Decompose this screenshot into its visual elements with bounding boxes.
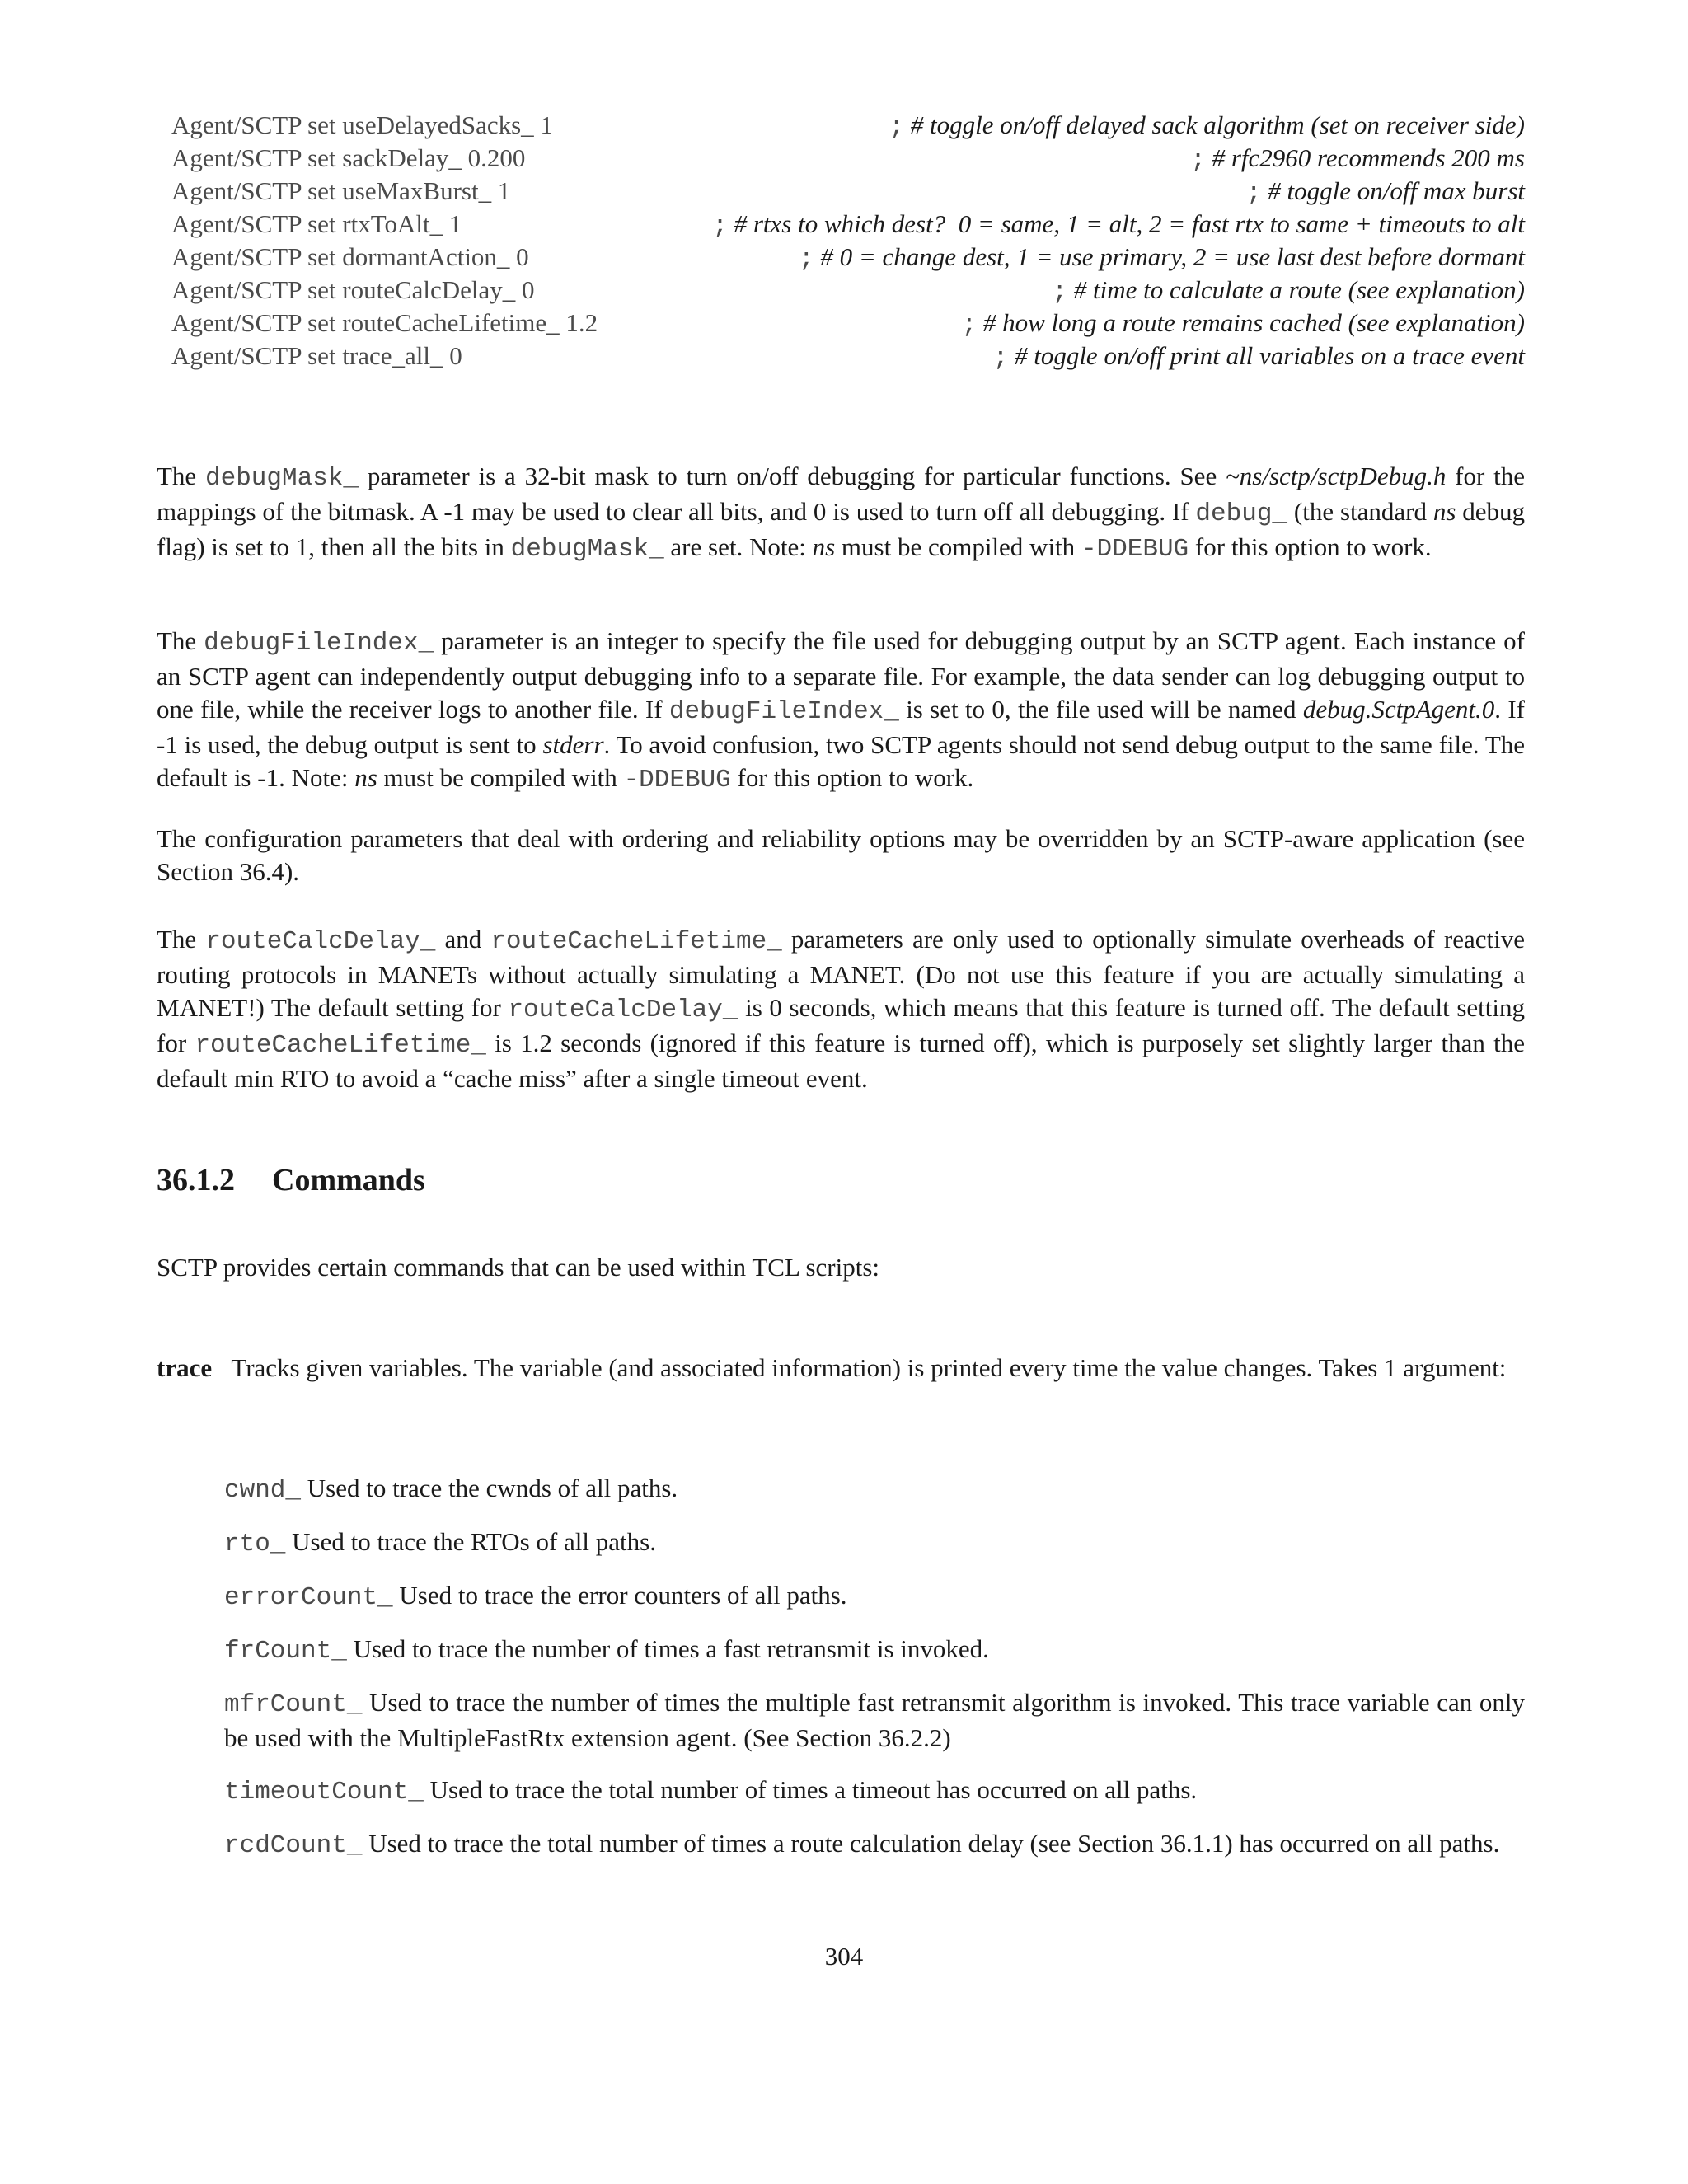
code-line (171, 274, 1525, 307)
code-comment: ; # rfc2960 recommends 200 ms (1190, 143, 1525, 175)
trace-term: trace (157, 1353, 213, 1382)
section-heading (157, 1160, 425, 1200)
code-line (171, 175, 1525, 208)
code-comment: ; # how long a route remains cached (see explanation) (961, 308, 1525, 340)
code-comment: ; # time to calculate a route (see explanation) (1052, 275, 1525, 307)
code-comment: ; # toggle on/off delayed sack algorithm (set on receiver side) (889, 110, 1525, 142)
code-line (171, 109, 1525, 142)
trace-command-description: trace Tracks given variables. The variable (and associated information) is printed every time the value changes. Takes 1 argument: (157, 1353, 1507, 1382)
section-number: 36.1.2 (157, 1163, 235, 1197)
code-line (171, 307, 1525, 340)
code-line (171, 340, 1525, 373)
code-command: Agent/SCTP set rtxToAlt_ 1 (171, 209, 462, 238)
code-command: Agent/SCTP set trace_all_ 0 (171, 341, 462, 370)
code-comment: ; # toggle on/off print all variables on a trace event (992, 341, 1525, 373)
paragraph-debugfileindex: The debugFileIndex_ parameter is an integer to specify the file used for debugging output by an SCTP agent. Each instance of an SCTP agent can independently output debugging info to a separate file. For example, the data sender can log debugging output to one file, while the receiver logs to another file. If debugFileIndex_ is set to 0, the file used will be named debug.SctpAgent.0. If -1 is used, the debug output is sent to stderr. To avoid confusion, two SCTP agents should not send debug output to the same file. The default is -1. Note: ns must be compiled with -DDEBUG for this option to work. (157, 626, 1526, 794)
trace-item: cwnd_ Used to trace the cwnds of all paths. (224, 1474, 678, 1505)
code-command: Agent/SCTP set routeCacheLifetime_ 1.2 (171, 308, 598, 337)
section-title: Commands (272, 1163, 425, 1197)
code-command: Agent/SCTP set routeCalcDelay_ 0 (171, 275, 535, 304)
code-command: Agent/SCTP set sackDelay_ 0.200 (171, 143, 526, 172)
code-comment: ; # 0 = change dest, 1 = use primary, 2 = use last dest before dormant (799, 242, 1525, 274)
code-command: Agent/SCTP set useDelayedSacks_ 1 (171, 110, 553, 139)
code-line (171, 208, 1525, 241)
trace-item: mfrCount_ Used to trace the number of times the multiple fast retransmit algorithm is invoked. This trace variable can only be used with the MultipleFastRtx extension agent. (See Section 36.2.2) (224, 1688, 1525, 1752)
trace-item: rcdCount_ Used to trace the total number of times a route calculation delay (see Section 36.1.1) has occurred on all paths. (224, 1829, 1500, 1860)
trace-item: rto_ Used to trace the RTOs of all paths. (224, 1527, 656, 1558)
code-line (171, 142, 1525, 175)
code-block (171, 109, 1525, 373)
code-command: Agent/SCTP set useMaxBurst_ 1 (171, 176, 511, 205)
trace-item: errorCount_ Used to trace the error counters of all paths. (224, 1581, 847, 1612)
page-number: 304 (824, 1942, 864, 1971)
code-comment: ; # rtxs to which dest? 0 = same, 1 = alt, 2 = fast rtx to same + timeouts to alt (712, 209, 1525, 241)
code-comment: ; # toggle on/off max burst (1245, 176, 1525, 208)
paragraph-routecalcdelay: The routeCalcDelay_ and routeCacheLifetime_ parameters are only used to optionally simulate overheads of reactive routing protocols in MANETs without actually simulating a MANET. (Do not use this feature if you are actually simulating a MANET!) The default setting for routeCalcDelay_ is 0 seconds, which means that this feature is turned off. The default setting for routeCacheLifetime_ is 1.2 seconds (ignored if this feature is turned off), which is purposely set slightly larger than the default min RTO to avoid a “cache miss” after a single timeout event. (157, 925, 1526, 1093)
paragraph-configuration: The configuration parameters that deal with ordering and reliability options may be overridden by an SCTP-aware application (see Section 36.4). (157, 824, 1525, 886)
paragraph-debugmask: The debugMask_ parameter is a 32-bit mask to turn on/off debugging for particular functions. See ~ns/sctp/sctpDebug.h for the mappings of the bitmask. A -1 may be used to clear all bits, and 0 is used to turn off all debugging. If debug_ (the standard ns debug flag) is set to 1, then all the bits in debugMask_ are set. Note: ns must be compiled with -DDEBUG for this option to work. (157, 462, 1525, 564)
trace-item: frCount_ Used to trace the number of times a fast retransmit is invoked. (224, 1634, 989, 1666)
code-line (171, 241, 1525, 274)
paragraph-commands-intro: SCTP provides certain commands that can be used within TCL scripts: (157, 1253, 880, 1282)
code-command: Agent/SCTP set dormantAction_ 0 (171, 242, 529, 271)
trace-item: timeoutCount_ Used to trace the total number of times a timeout has occurred on all paths. (224, 1775, 1198, 1807)
